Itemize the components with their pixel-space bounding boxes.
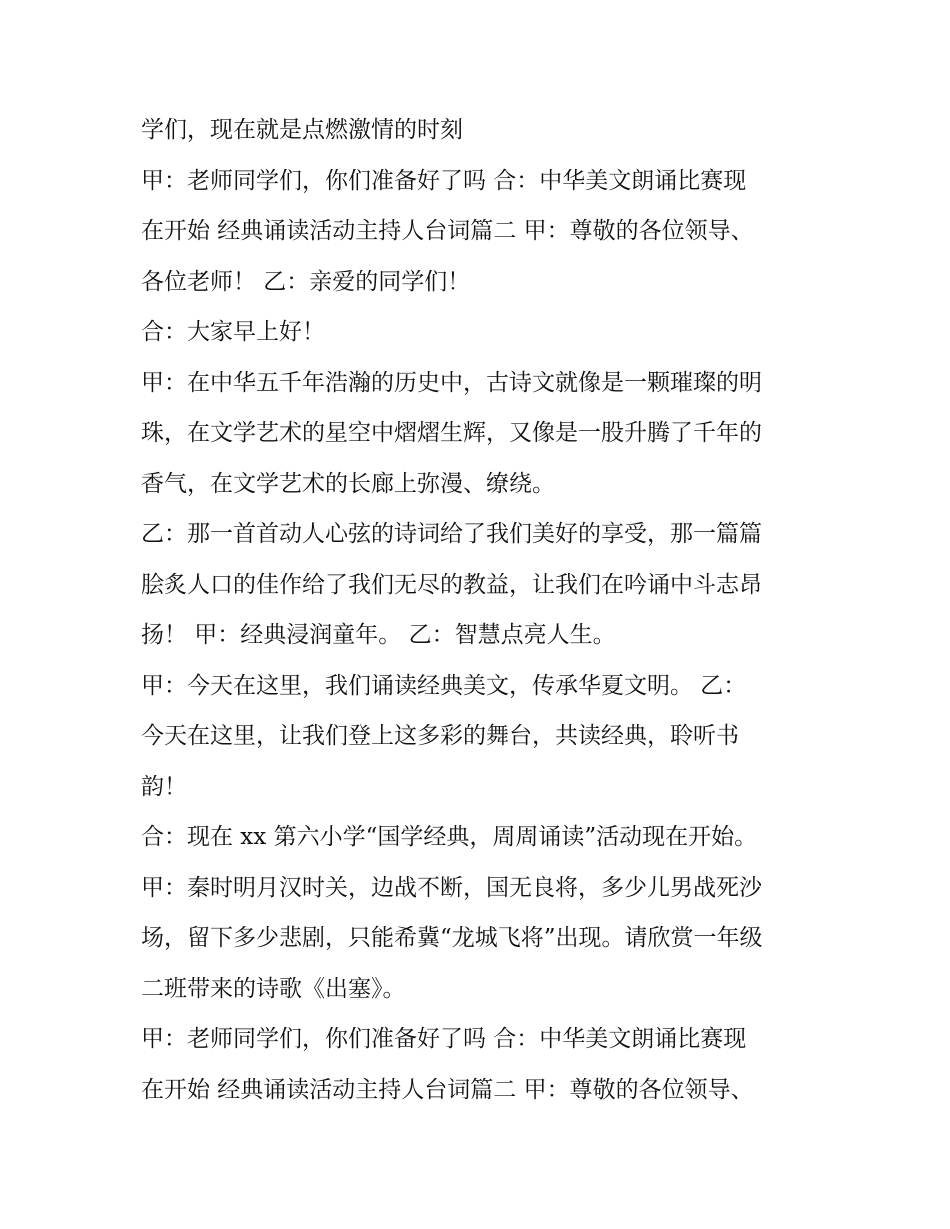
- text-line: 在开始 经典诵读活动主持人台词篇二 甲：尊敬的各位领导、: [141, 1076, 754, 1103]
- text-line: 脍炙人口的佳作给了我们无尽的教益，让我们在吟诵中斗志昂: [141, 571, 762, 598]
- text-line: 合：大家早上好！: [141, 319, 325, 345]
- document-body: [141, 105, 821, 1115]
- text-line: 乙：那一首首动人心弦的诗词给了我们美好的享受，那一篇篇: [141, 521, 762, 547]
- text-line: 在开始 经典诵读活动主持人台词篇二 甲：尊敬的各位领导、: [141, 218, 754, 244]
- text-line: 二班带来的诗歌《出塞》。: [141, 975, 406, 1002]
- text-line: 珠，在文学艺术的星空中熠熠生辉，又像是一股升腾了千年的: [141, 420, 762, 446]
- text-line: 场，留下多少悲剧，只能希冀“龙城飞将”出现。请欣赏一年级: [141, 925, 763, 951]
- text-line: 香气，在文学艺术的长廊上弥漫、缭绕。: [141, 470, 555, 497]
- text-line: 甲：在中华五千年浩瀚的历史中，古诗文就像是一颗璀璨的明: [141, 369, 762, 396]
- text-line: 韵！: [141, 773, 187, 800]
- text-line: 学们，现在就是点燃激情的时刻: [141, 117, 463, 143]
- text-line: 甲：秦时明月汉时关，边战不断，国无良将，多少儿男战死沙: [141, 874, 762, 901]
- text-line: 扬！ 甲：经典浸润童年。 乙：智慧点亮人生。: [141, 622, 616, 648]
- text-line: 甲：老师同学们，你们准备好了吗 合：中华美文朗诵比赛现: [141, 167, 747, 194]
- text-line: 今天在这里，让我们登上这多彩的舞台，共读经典，聆听书: [141, 723, 739, 749]
- text-line: 合：现在 xx 第六小学“国学经典，周周诵读”活动现在开始。: [141, 824, 758, 850]
- text-line: 甲：今天在这里，我们诵读经典美文，传承华夏文明。 乙：: [141, 672, 747, 699]
- text-line: 甲：老师同学们，你们准备好了吗 合：中华美文朗诵比赛现: [141, 1026, 747, 1052]
- text-line: 各位老师！ 乙：亲爱的同学们！: [141, 268, 471, 295]
